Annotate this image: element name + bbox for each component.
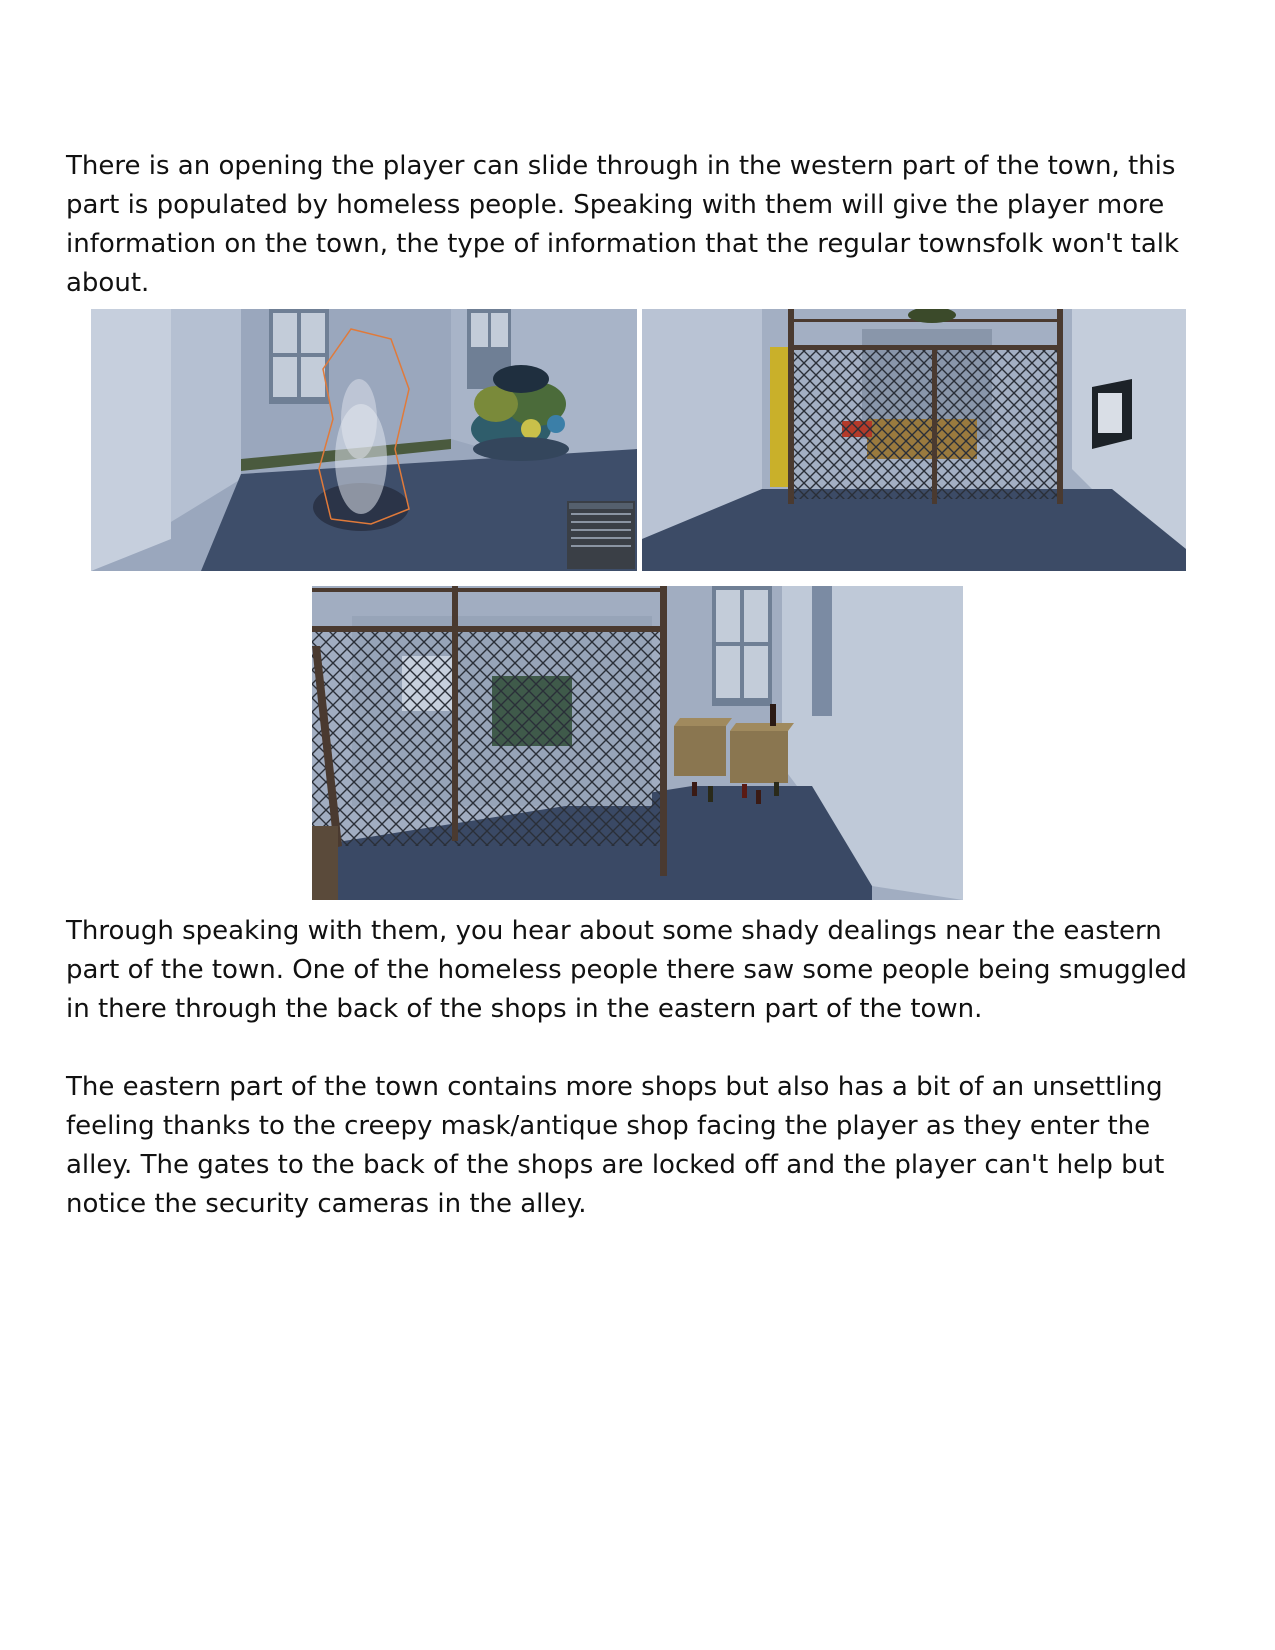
- homeless-camp-screenshot: [91, 309, 637, 571]
- eastern-town-paragraph: The eastern part of the town contains more shops but also has a bit of an unsettling feeling thanks to the creepy mask/antique shop facing the player as they enter the alley. The gates to the back of the shops are locked off and the player can't help but notice the security cameras in the alley.: [66, 1072, 1165, 1219]
- locked-gate-screenshot: [642, 309, 1186, 571]
- intro-paragraph: There is an opening the player can slide through in the western part of the town, this part is populated by homeless people. Speaking with them will give the player more information on the town, the type of information that the regular townsfolk won't talk about.: [66, 151, 1180, 298]
- crates-fence-screenshot: [312, 586, 963, 900]
- rumors-paragraph: Through speaking with them, you hear about some shady dealings near the eastern part of the town. One of the homeless people there saw some people being smuggled in there through the back of the shops in the eastern part of the town.: [66, 916, 1187, 1024]
